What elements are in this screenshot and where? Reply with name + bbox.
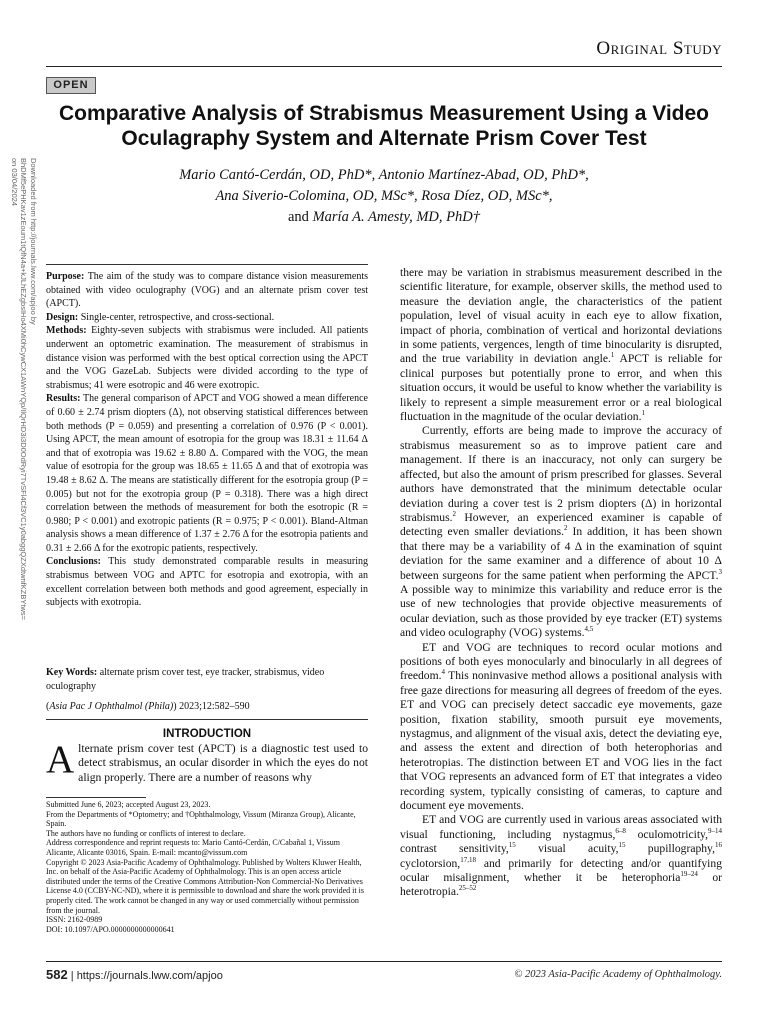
abstract-design [46, 311, 368, 325]
journal-url-link[interactable]: https://journals.lww.com/apjoo [76, 970, 223, 982]
citation-journal: Asia Pac J Ophthalmol (Phila) [49, 701, 174, 712]
design-text: Single-center, retrospective, and cross-sectional. [80, 311, 275, 323]
keywords [46, 666, 368, 693]
abstract-bottom-rule [46, 719, 368, 720]
authors-line-2: Ana Siverio-Colomina, OD, MSc*, Rosa Díez, OD, MSc*, [215, 188, 553, 204]
abstract-results [46, 392, 368, 555]
abstract [46, 270, 368, 610]
reference-marker: 15 [618, 841, 626, 850]
header-divider [46, 66, 722, 67]
reference-marker: 6–8 [615, 826, 626, 835]
citation-details: 2023;12:582–590 [179, 701, 250, 712]
reference-marker: 4,5 [584, 625, 594, 634]
footer-left [46, 967, 223, 982]
results-label: Results: [46, 393, 81, 405]
page-number: 582 [46, 967, 68, 982]
reference-marker: 2 [564, 524, 568, 533]
reference-marker: 25–52 [458, 884, 477, 893]
drop-cap: A [46, 738, 75, 781]
citation: (Asia Pac J Ophthalmol (Phila)) 2023;12:582–590 [46, 701, 250, 712]
reference-marker: 17,18 [460, 855, 476, 864]
reference-marker: 2 [452, 510, 456, 519]
reference-marker: 4 [441, 668, 446, 677]
footnote-rule [46, 797, 146, 798]
footer-copyright: © 2023 Asia-Pacific Academy of Ophthalmology. [514, 969, 722, 980]
abstract-top-rule [46, 264, 368, 265]
download-watermark [8, 158, 38, 620]
reference-marker: 19–24 [680, 870, 698, 879]
methods-text: Eighty-seven subjects with strabismus were included. All patients underwent an optometric examination. The measurement of strabismus in distance vision was performed with the best optical correction using the APCT and the VOG GazeLab. Subjects were divided according to the type of strabismus; 41 were esotropic and 46 were exotropic. [46, 325, 369, 391]
reference-marker: 9–14 [708, 826, 722, 835]
authors-line-3 [90, 207, 678, 228]
author-list [90, 165, 678, 228]
open-access-badge: OPEN [46, 77, 96, 94]
methods-label: Methods: [46, 325, 87, 337]
reference-marker: 15 [508, 841, 516, 850]
authors-last: María A. Amesty, MD, PhD† [312, 209, 480, 225]
right-column-text [400, 266, 722, 900]
introduction-body: lternate prism cover test (APCT) is a diagnostic test used to detect strabismus, an ocular disorder in which the eyes do not align properly. There are a number of reasons why [78, 742, 368, 784]
abstract-methods [46, 324, 368, 392]
results-text: The general comparison of APCT and VOG showed a mean difference of 0.60 ± 2.74 prism diopters (Δ), not observing statistical differences between both methods (P = 0.059) and presenting a correlation of 0.976 (P < 0.001). Using APCT, the mean amount of esotropia for the group was 18.31 ± 11.64 Δ and that of exotropia was 19.62 ± 8.80 Δ. Compared with the VOG, the mean value of esotropia for the group was 18.65 ± 11.65 Δ and that of exotropia was 19.48 ± 8.62 Δ. The means are statistically different for the esotropia group (P = 0.005) but not for the exotropia group (P = 0.318). There was a high direct correlation between the methods of measurement for both the esotropic (R = 0.980; P < 0.001) and exotropic patients (R = 0.975; P < 0.001). Bland-Altman analysis shows a mean difference of 1.37 ± 2.76 Δ for the esotropia patients and 0.31 ± 2.66 Δ for the exotropic patients, respectively. [46, 393, 368, 554]
keywords-text: alternate prism cover test, eye tracker, strabismus, video oculography [46, 667, 325, 692]
authors-and: and [288, 209, 309, 225]
purpose-text: The aim of the study was to compare distance vision measurements obtained with video oculography (VOG) and an alternate prism cover test (APCT). [46, 271, 368, 310]
footer-divider [46, 961, 722, 962]
footnote-submitted: Submitted June 6, 2023; accepted August 23, 2023. [46, 800, 211, 809]
introduction-text [46, 738, 368, 785]
article-title: Comparative Analysis of Strabismus Measurement Using a Video Oculagraphy System and Alternate Prism Cover Test [58, 102, 710, 150]
purpose-label: Purpose: [46, 271, 85, 282]
conclusions-label: Conclusions: [46, 556, 102, 568]
section-heading: Original Study [596, 38, 722, 59]
reference-marker: 1 [641, 409, 645, 418]
footnote-doi: DOI: 10.1097/APO.0000000000000641 [46, 924, 175, 934]
body-paragraph-3: ET and VOG are techniques to record ocular motions and positions of both eyes monocularly and binocularly in all degrees of freedom.$^4$ This noninvasive method allows a positional analysis with free gaze directions for measuring all degrees of freedom of the eyes. ET and VOG can precisely detect saccadic eye movements, gaze position, fixation stability, smooth pursuit eye movements, nystagmus, and alignment of the visual axis, detect the deviating eye, and assess the extent and direction of both heterophorias and heterotropias. The distinction between ET and VOG lies in the fact that VOG represents an advanced form of ET that integrates a video recording system, typically consisting of cameras, to capture and document eye movements. [400, 640, 722, 813]
introduction-heading: INTRODUCTION [162, 728, 252, 740]
download-watermark-text: Downloaded from http://journals.lww.com/apjoo by BhDMf5ePHKav1zEoum1tQfN4a+kJLhEZgbsIHo4XMi0hCywCX1AWnYQp/IlQrHD3i3D0OdRyi7TvSFl4Cf3VC1y0abggQZXdtwnfKZBYtws= on 03/04/2024 [10, 158, 38, 620]
footnote-copyright: Copyright © 2023 Asia-Pacific Academy of Ophthalmology. Published by Wolters Kluwer Health, Inc. on behalf of the Asia-Pacific Academy of Ophthalmology. This is an open access article distributed under the terms of the Creative Commons Attribution-Non Commercial-No Derivatives License 4.0 (CCBY-NC-ND), where it is permissible to download and share the work provided it is properly cited. The work cannot be changed in any way or used commercially without permission from the journal. [46, 857, 364, 915]
reference-marker: 1 [610, 351, 615, 360]
footnote-address: Address correspondence and reprint requests to: Mario Cantó-Cerdán, C/Cabañal 1, Vissum Alicante, Alicante 03016, Spain. E-mail: mcanto@vissum.com [46, 838, 340, 857]
body-paragraph-1: there may be variation in strabismus measurement described in the scientific literature, for example, observer skills, the method used to measure the deviation angle, the characteristics of the patient population, level of visual acuity in each eye to allow fixation, impact of phoria, combination of vertical and horizontal deviations in some patients, vergences, length of time binocularity is disrupted, and the true variability in deviation angle.$^1$ APCT is reliable for clinical purposes but potentially prone to error, and when this situation occurs, it would be useful to know whether the variability is likely to represent a simple measurement error or a real biological fluctuation in the magnitude of the ocular deviation.$^1$ [400, 266, 722, 424]
keywords-label: Key Words: [46, 667, 98, 678]
authors-line-1: Mario Cantó-Cerdán, OD, PhD*, Antonio Martínez-Abad, OD, PhD*, [179, 167, 589, 183]
reference-marker: 3 [718, 567, 722, 576]
footnote-funding: The authors have no funding or conflicts of interest to declare. [46, 828, 246, 838]
body-paragraph-4: ET and VOG are currently used in various areas associated with visual functioning, including nystagmus,$^{6-8}$ oculomotricity,$^{9-14}$ contrast sensitivity,$^{15}$ visual acuity,$^{15}$ pupillography,$^{16}$ cyclotorsion,$^{17,18}$ and primarily for detecting and/or quantifying ocular misalignment, whether it be heterophoria$^{19-24}$ or heterotropia.$^{25-52}$ [400, 813, 722, 899]
footnote-issn: ISSN: 2162-0989 [46, 915, 103, 925]
body-paragraph-2: Currently, efforts are being made to improve the accuracy of strabismus measurement so as to improve patient care and management. If there is an inaccuracy, not only can surgery be affected, but also the amount of prism prescribed for glasses. Several authors have demonstrated that the minimum detectable ocular deviation during a cover test is 2 prism diopters (Δ) in horizontal strabismus.$^2$ However, an experienced examiner is capable of detecting even smaller deviations.$^2$ In addition, it has been shown that there may be a variability of 4 Δ in the examination of squint deviation for the same examiner and a difference of about 10 Δ between surgeons for the same patient when performing the APCT.$^3$ A possible way to minimize this variability and reduce error is the use of new technologies that provide objective measurements of ocular deviation, such as those provided by eye tracker (ET) systems and video oculography (VOG) systems.$^{4,5}$ [400, 424, 722, 640]
footer-separator: | [70, 970, 74, 982]
abstract-conclusions [46, 555, 368, 609]
abstract-purpose [46, 270, 368, 311]
reference-marker: 16 [715, 841, 722, 850]
conclusions-text: This study demonstrated comparable results in measuring strabismus between VOG and APTC for esotropia and exotropia, with an excellent correlation between both methods and good agreement, especially in subjects with exotropia. [46, 556, 368, 609]
design-label: Design: [46, 311, 79, 323]
footnote-affiliation: From the Departments of *Optometry; and †Ophthalmology, Vissum (Miranza Group), Alicante, Spain. [46, 809, 356, 829]
footnotes [46, 800, 368, 934]
